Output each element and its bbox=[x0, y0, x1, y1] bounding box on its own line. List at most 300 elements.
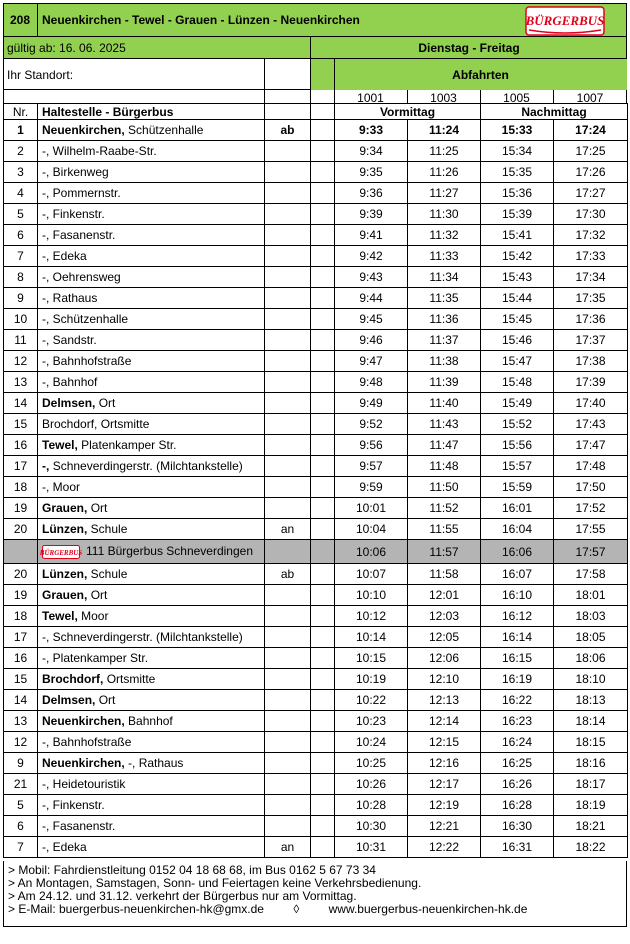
arrival-departure-mark bbox=[265, 351, 311, 372]
stop-detail: -, Sandstr. bbox=[42, 333, 97, 347]
spacer-cell bbox=[311, 456, 335, 477]
stop-number: 5 bbox=[4, 204, 38, 225]
mark-col-green bbox=[310, 59, 334, 90]
stop-detail: -, Bahnhof bbox=[42, 375, 98, 389]
departure-time: 18:10 bbox=[554, 669, 628, 690]
departure-time: 11:52 bbox=[408, 498, 481, 519]
departure-time: 11:37 bbox=[408, 330, 481, 351]
arrival-departure-mark bbox=[265, 753, 311, 774]
departure-time: 18:16 bbox=[554, 753, 628, 774]
note-mobile: > Mobil: Fahrdienstleitung 0152 04 18 68 68, im Bus 0162 5 67 73 34 bbox=[8, 863, 376, 877]
stop-row bbox=[4, 585, 628, 606]
stop-name bbox=[38, 246, 265, 267]
stop-place: Tewel, bbox=[42, 438, 78, 452]
stop-name bbox=[38, 351, 265, 372]
departure-time: 12:15 bbox=[408, 732, 481, 753]
arrival-departure-mark bbox=[265, 774, 311, 795]
stop-row bbox=[4, 456, 628, 477]
departure-time: 11:33 bbox=[408, 246, 481, 267]
stop-row bbox=[4, 372, 628, 393]
stop-name bbox=[38, 372, 265, 393]
stop-row bbox=[4, 606, 628, 627]
departure-time: 10:26 bbox=[335, 774, 408, 795]
stop-place: -, bbox=[42, 459, 50, 473]
stop-row bbox=[4, 204, 628, 225]
stop-number: 7 bbox=[4, 246, 38, 267]
departure-time: 10:31 bbox=[335, 837, 408, 858]
departure-time: 10:04 bbox=[335, 519, 408, 540]
stop-number: 17 bbox=[4, 627, 38, 648]
departures-label: Abfahrten bbox=[452, 68, 509, 82]
arrival-departure-mark bbox=[265, 141, 311, 162]
arrival-departure-mark bbox=[265, 648, 311, 669]
departure-time: 16:14 bbox=[481, 627, 554, 648]
column-header-row bbox=[4, 104, 628, 120]
spacer-cell bbox=[311, 564, 335, 585]
blank-header bbox=[265, 104, 311, 120]
departure-time: 15:39 bbox=[481, 204, 554, 225]
stop-row bbox=[4, 753, 628, 774]
departure-time: 9:36 bbox=[335, 183, 408, 204]
spacer-cell bbox=[311, 519, 335, 540]
stop-detail: -, Bahnhofstraße bbox=[42, 735, 132, 749]
stop-name bbox=[38, 564, 265, 585]
stop-row bbox=[4, 414, 628, 435]
stop-number: 4 bbox=[4, 183, 38, 204]
departure-time: 12:03 bbox=[408, 606, 481, 627]
departure-time: 17:36 bbox=[554, 309, 628, 330]
arrival-departure-mark bbox=[265, 204, 311, 225]
service-days: Dienstag - Freitag bbox=[418, 41, 520, 55]
stop-place: Delmsen, bbox=[42, 396, 96, 410]
stop-row bbox=[4, 288, 628, 309]
spacer-cell bbox=[311, 225, 335, 246]
departure-time: 9:33 bbox=[335, 120, 408, 141]
departure-time: 17:39 bbox=[554, 372, 628, 393]
connection-label-cell bbox=[38, 540, 265, 564]
stop-place: Neuenkirchen, bbox=[42, 756, 125, 770]
stop-name bbox=[38, 141, 265, 162]
spacer-cell bbox=[311, 330, 335, 351]
departure-time: 9:48 bbox=[335, 372, 408, 393]
departure-time: 18:15 bbox=[554, 732, 628, 753]
stop-place: Lünzen, bbox=[42, 567, 88, 581]
spacer-cell bbox=[311, 183, 335, 204]
departure-time: 18:06 bbox=[554, 648, 628, 669]
stop-row bbox=[4, 519, 628, 540]
departure-time: 16:12 bbox=[481, 606, 554, 627]
stop-name bbox=[38, 774, 265, 795]
spacer-cell bbox=[311, 774, 335, 795]
stop-row bbox=[4, 816, 628, 837]
connection-blank bbox=[311, 540, 335, 564]
arrival-departure-mark: ab bbox=[265, 564, 311, 585]
stop-row bbox=[4, 351, 628, 372]
website-link[interactable]: www.buergerbus-neuenkirchen-hk.de bbox=[328, 902, 528, 916]
departure-time: 15:36 bbox=[481, 183, 554, 204]
departure-time: 16:15 bbox=[481, 648, 554, 669]
stop-row bbox=[4, 627, 628, 648]
stop-place: Tewel, bbox=[42, 609, 78, 623]
departure-time: 11:55 bbox=[408, 519, 481, 540]
departure-time: 10:10 bbox=[335, 585, 408, 606]
spacer-cell bbox=[311, 711, 335, 732]
arrival-departure-mark bbox=[265, 732, 311, 753]
stop-detail: -, Rathaus bbox=[42, 291, 98, 305]
arrival-departure-mark: an bbox=[265, 519, 311, 540]
departure-time: 11:40 bbox=[408, 393, 481, 414]
morning-header: Vormittag bbox=[335, 104, 481, 120]
stop-place: Grauen, bbox=[42, 588, 88, 602]
nr-header: Nr. bbox=[4, 104, 38, 120]
stop-number: 2 bbox=[4, 141, 38, 162]
departure-time: 9:57 bbox=[335, 456, 408, 477]
connection-time: 17:57 bbox=[554, 540, 628, 564]
buergerbus-small-logo bbox=[39, 545, 83, 559]
stop-number: 19 bbox=[4, 585, 38, 606]
departure-time: 17:50 bbox=[554, 477, 628, 498]
stop-place: Lünzen, bbox=[42, 522, 88, 536]
arrival-departure-mark bbox=[265, 795, 311, 816]
departure-time: 17:38 bbox=[554, 351, 628, 372]
connection-row bbox=[4, 540, 628, 564]
spacer-cell bbox=[311, 585, 335, 606]
stop-name bbox=[38, 120, 265, 141]
stop-place: Neuenkirchen bbox=[42, 123, 122, 137]
stop-name bbox=[38, 309, 265, 330]
stop-number: 14 bbox=[4, 690, 38, 711]
departure-time: 16:31 bbox=[481, 837, 554, 858]
spacer-cell bbox=[311, 435, 335, 456]
stop-number: 17 bbox=[4, 456, 38, 477]
arrival-departure-mark bbox=[265, 267, 311, 288]
spacer-cell bbox=[311, 351, 335, 372]
stop-name bbox=[38, 585, 265, 606]
stop-detail: Ortsmitte bbox=[106, 672, 156, 686]
departure-time: 9:52 bbox=[335, 414, 408, 435]
stop-place: Delmsen, bbox=[42, 693, 96, 707]
stop-row bbox=[4, 711, 628, 732]
arrival-departure-mark bbox=[265, 309, 311, 330]
departure-time: 9:34 bbox=[335, 141, 408, 162]
departure-time: 16:10 bbox=[481, 585, 554, 606]
departure-time: 10:19 bbox=[335, 669, 408, 690]
departure-time: 10:15 bbox=[335, 648, 408, 669]
departure-time: 15:34 bbox=[481, 141, 554, 162]
departure-time: 12:16 bbox=[408, 753, 481, 774]
stop-detail: -, Edeka bbox=[42, 249, 87, 263]
departure-time: 16:19 bbox=[481, 669, 554, 690]
departure-time: 16:28 bbox=[481, 795, 554, 816]
spacer-cell bbox=[311, 372, 335, 393]
departure-time: 12:14 bbox=[408, 711, 481, 732]
departure-time: 15:42 bbox=[481, 246, 554, 267]
stop-row bbox=[4, 162, 628, 183]
spacer-cell bbox=[311, 837, 335, 858]
departure-time: 17:58 bbox=[554, 564, 628, 585]
departure-time: 18:19 bbox=[554, 795, 628, 816]
stop-detail: -, Platenkamper Str. bbox=[42, 651, 149, 665]
stop-number: 5 bbox=[4, 795, 38, 816]
departure-time: 9:44 bbox=[335, 288, 408, 309]
departure-time: 16:24 bbox=[481, 732, 554, 753]
stop-row bbox=[4, 225, 628, 246]
stop-detail: -, Schneverdingerstr. (Milchtankstelle) bbox=[42, 630, 243, 644]
stop-number: 13 bbox=[4, 711, 38, 732]
stop-number: 6 bbox=[4, 225, 38, 246]
stop-name bbox=[38, 669, 265, 690]
stop-name bbox=[38, 162, 265, 183]
separator: ◊ bbox=[293, 902, 300, 916]
stop-detail: Brochdorf, Ortsmitte bbox=[42, 417, 150, 431]
trip-1003: 1003 bbox=[430, 91, 457, 105]
stop-number: 14 bbox=[4, 393, 38, 414]
stop-name bbox=[38, 498, 265, 519]
stop-number: 18 bbox=[4, 477, 38, 498]
stop-place: Grauen, bbox=[42, 501, 88, 515]
departure-time: 15:46 bbox=[481, 330, 554, 351]
arrival-departure-mark bbox=[265, 162, 311, 183]
stop-name bbox=[38, 414, 265, 435]
arrival-departure-mark bbox=[265, 711, 311, 732]
stop-detail: -, Schützenhalle bbox=[42, 312, 129, 326]
stop-number: 12 bbox=[4, 732, 38, 753]
email-link[interactable]: > E-Mail: buergerbus-neuenkirchen-hk@gmx.de bbox=[8, 902, 264, 916]
departure-time: 15:41 bbox=[481, 225, 554, 246]
departure-time: 9:56 bbox=[335, 435, 408, 456]
stop-name bbox=[38, 288, 265, 309]
stop-number: 16 bbox=[4, 435, 38, 456]
stop-detail: Ort bbox=[98, 693, 116, 707]
arrival-departure-mark bbox=[265, 627, 311, 648]
stop-row bbox=[4, 837, 628, 858]
buergerbus-logo bbox=[525, 6, 605, 36]
departure-time: 12:10 bbox=[408, 669, 481, 690]
departure-time: 15:35 bbox=[481, 162, 554, 183]
stop-name bbox=[38, 435, 265, 456]
departure-time: 10:25 bbox=[335, 753, 408, 774]
departure-time: 12:17 bbox=[408, 774, 481, 795]
stop-row bbox=[4, 309, 628, 330]
stop-detail: Platenkamper Str. bbox=[81, 438, 177, 452]
departure-time: 18:01 bbox=[554, 585, 628, 606]
connection-blank bbox=[4, 540, 38, 564]
departure-time: 16:23 bbox=[481, 711, 554, 732]
arrival-departure-mark bbox=[265, 606, 311, 627]
arrival-departure-mark bbox=[265, 669, 311, 690]
stop-row bbox=[4, 498, 628, 519]
departure-time: 16:04 bbox=[481, 519, 554, 540]
stop-row bbox=[4, 774, 628, 795]
spacer-cell bbox=[311, 120, 335, 141]
arrival-departure-mark bbox=[265, 435, 311, 456]
stop-detail: Ort bbox=[90, 588, 108, 602]
arrival-departure-mark bbox=[265, 585, 311, 606]
spacer-cell bbox=[311, 204, 335, 225]
departure-time: 17:27 bbox=[554, 183, 628, 204]
trip-1007: 1007 bbox=[576, 91, 604, 105]
stop-number: 10 bbox=[4, 309, 38, 330]
arrival-departure-mark bbox=[265, 183, 311, 204]
valid-from: gültig ab: 16. 06. 2025 bbox=[7, 41, 126, 55]
note-no-service: > An Montagen, Samstagen, Sonn- und Feiertagen keine Verkehrsbedienung. bbox=[8, 876, 422, 890]
small-logo-text: BÜRGERBUS bbox=[39, 548, 83, 557]
connection-time: 16:06 bbox=[481, 540, 554, 564]
departure-time: 9:45 bbox=[335, 309, 408, 330]
logo-text: BÜRGERBUS bbox=[525, 13, 605, 28]
stop-name bbox=[38, 456, 265, 477]
spacer-cell bbox=[311, 669, 335, 690]
stop-name bbox=[38, 816, 265, 837]
stop-place: Neuenkirchen, bbox=[42, 714, 125, 728]
stop-number: 20 bbox=[4, 519, 38, 540]
stop-detail: -, Rathaus bbox=[128, 756, 184, 770]
departure-time: 11:39 bbox=[408, 372, 481, 393]
stop-name bbox=[38, 606, 265, 627]
stop-detail: -, Heidetouristik bbox=[42, 777, 126, 791]
departure-time: 12:19 bbox=[408, 795, 481, 816]
arrival-departure-mark bbox=[265, 393, 311, 414]
connection-label: 111 Bürgerbus Schneverdingen bbox=[86, 543, 254, 558]
departure-time: 12:05 bbox=[408, 627, 481, 648]
departure-time: 11:24 bbox=[408, 120, 481, 141]
mark-header bbox=[311, 104, 335, 120]
stop-name bbox=[38, 477, 265, 498]
stop-number: 11 bbox=[4, 330, 38, 351]
arrival-departure-mark: an bbox=[265, 837, 311, 858]
spacer-cell bbox=[311, 627, 335, 648]
departure-time: 9:43 bbox=[335, 267, 408, 288]
stop-number: 18 bbox=[4, 606, 38, 627]
stop-detail: -, Fasanenstr. bbox=[42, 819, 116, 833]
connection-time: 10:06 bbox=[335, 540, 408, 564]
arrival-departure-mark bbox=[265, 498, 311, 519]
stop-detail: Ort bbox=[90, 501, 108, 515]
stop-row bbox=[4, 795, 628, 816]
departure-time: 17:35 bbox=[554, 288, 628, 309]
stop-number: 21 bbox=[4, 774, 38, 795]
departure-time: 18:22 bbox=[554, 837, 628, 858]
departure-time: 9:35 bbox=[335, 162, 408, 183]
departure-time: 11:26 bbox=[408, 162, 481, 183]
stop-detail: Schule bbox=[90, 522, 128, 536]
arrival-departure-mark bbox=[265, 477, 311, 498]
departure-time: 9:39 bbox=[335, 204, 408, 225]
stop-detail: -, Edeka bbox=[42, 840, 87, 854]
trip-divider-1 bbox=[264, 90, 265, 103]
spacer-cell bbox=[311, 498, 335, 519]
departure-time: 15:57 bbox=[481, 456, 554, 477]
departure-time: 11:47 bbox=[408, 435, 481, 456]
arrival-departure-mark: ab bbox=[265, 120, 311, 141]
stop-name bbox=[38, 519, 265, 540]
timetable bbox=[3, 103, 628, 858]
departure-time: 18:14 bbox=[554, 711, 628, 732]
spacer-cell bbox=[311, 606, 335, 627]
departure-time: 15:33 bbox=[481, 120, 554, 141]
departure-time: 11:43 bbox=[408, 414, 481, 435]
stop-row bbox=[4, 120, 628, 141]
departure-time: 17:26 bbox=[554, 162, 628, 183]
connection-blank bbox=[265, 540, 311, 564]
stop-name bbox=[38, 753, 265, 774]
stop-number: 3 bbox=[4, 162, 38, 183]
departure-time: 10:22 bbox=[335, 690, 408, 711]
departure-time: 10:28 bbox=[335, 795, 408, 816]
spacer-cell bbox=[311, 816, 335, 837]
stop-row bbox=[4, 267, 628, 288]
connection-time: 11:57 bbox=[408, 540, 481, 564]
stop-number: 20 bbox=[4, 564, 38, 585]
departure-time: 16:07 bbox=[481, 564, 554, 585]
departure-time: 16:01 bbox=[481, 498, 554, 519]
arrival-departure-mark bbox=[265, 246, 311, 267]
stop-name bbox=[38, 225, 265, 246]
footer-notes bbox=[3, 861, 627, 927]
spacer-cell bbox=[311, 309, 335, 330]
stop-name bbox=[38, 648, 265, 669]
stop-row bbox=[4, 183, 628, 204]
spacer-cell bbox=[311, 141, 335, 162]
note-holidays: > Am 24.12. und 31.12. verkehrt der Bürgerbus nur am Vormittag. bbox=[8, 889, 357, 903]
stop-row bbox=[4, 246, 628, 267]
departure-time: 9:47 bbox=[335, 351, 408, 372]
stop-number: 12 bbox=[4, 351, 38, 372]
spacer-cell bbox=[311, 732, 335, 753]
stop-number: 6 bbox=[4, 816, 38, 837]
departure-time: 17:47 bbox=[554, 435, 628, 456]
afternoon-header: Nachmittag bbox=[481, 104, 628, 120]
departure-time: 10:12 bbox=[335, 606, 408, 627]
stop-row bbox=[4, 648, 628, 669]
departure-time: 11:27 bbox=[408, 183, 481, 204]
stop-detail: -, Finkenstr. bbox=[42, 207, 105, 221]
note-contact bbox=[8, 903, 622, 916]
departure-time: 11:34 bbox=[408, 267, 481, 288]
stop-detail: -, Birkenweg bbox=[42, 165, 109, 179]
departure-time: 11:48 bbox=[408, 456, 481, 477]
stop-detail: -, Oehrensweg bbox=[42, 270, 121, 284]
departure-time: 9:46 bbox=[335, 330, 408, 351]
departure-time: 17:34 bbox=[554, 267, 628, 288]
stop-number: 19 bbox=[4, 498, 38, 519]
stop-detail: Moor bbox=[81, 609, 109, 623]
stop-row bbox=[4, 477, 628, 498]
stop-name bbox=[38, 627, 265, 648]
stop-detail: -, Pommernstr. bbox=[42, 186, 121, 200]
stop-detail: Schützenhalle bbox=[128, 123, 204, 137]
departure-time: 15:44 bbox=[481, 288, 554, 309]
arrival-departure-mark bbox=[265, 816, 311, 837]
departure-time: 17:32 bbox=[554, 225, 628, 246]
departure-time: 10:23 bbox=[335, 711, 408, 732]
departure-time: 11:58 bbox=[408, 564, 481, 585]
departure-time: 15:48 bbox=[481, 372, 554, 393]
stop-detail: -, Wilhelm-Raabe-Str. bbox=[42, 144, 157, 158]
departure-time: 17:48 bbox=[554, 456, 628, 477]
departure-time: 16:30 bbox=[481, 816, 554, 837]
departure-time: 15:45 bbox=[481, 309, 554, 330]
departure-time: 17:37 bbox=[554, 330, 628, 351]
departure-time: 18:21 bbox=[554, 816, 628, 837]
stop-number: 9 bbox=[4, 753, 38, 774]
stop-number: 8 bbox=[4, 267, 38, 288]
stop-header: Haltestelle - Bürgerbus bbox=[38, 104, 265, 120]
departure-time: 9:59 bbox=[335, 477, 408, 498]
departure-time: 15:52 bbox=[481, 414, 554, 435]
stop-name bbox=[38, 204, 265, 225]
stop-name bbox=[38, 330, 265, 351]
